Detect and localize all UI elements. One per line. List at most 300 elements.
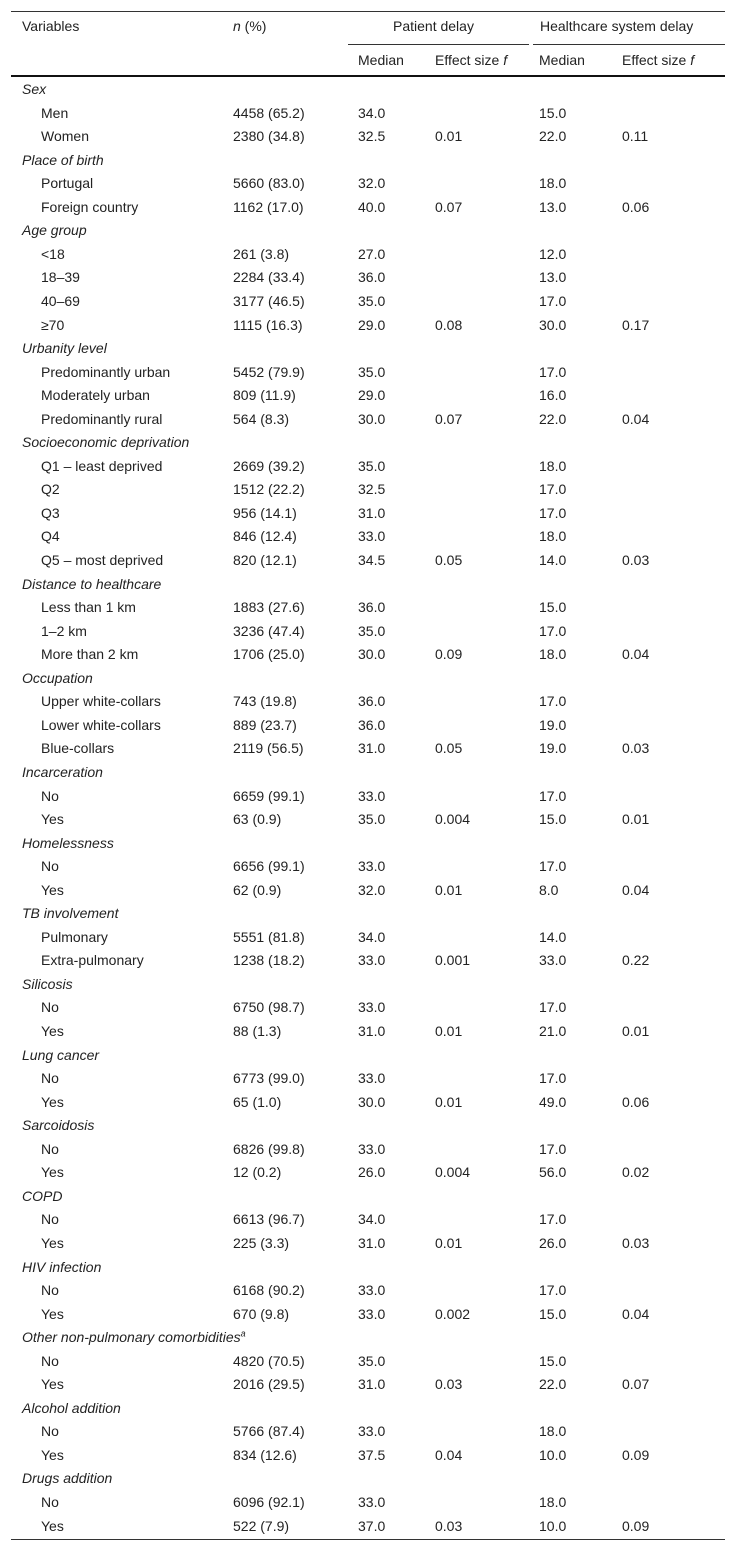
table-row (11, 949, 725, 972)
group-label-text: Silicosis (22, 975, 73, 992)
n-cell: 2284 (33.4) (233, 269, 305, 286)
hsd-median-cell: 17.0 (539, 999, 567, 1016)
table-row (11, 1420, 725, 1443)
pd-median-cell: 37.5 (358, 1446, 386, 1463)
hsd-median-cell: 14.0 (539, 552, 567, 568)
table-row (11, 643, 725, 666)
row-label: Yes (41, 1234, 64, 1251)
group-label-text: Urbanity level (22, 340, 107, 357)
pd-effect-cell: 0.03 (435, 1517, 463, 1534)
hsd-median-cell: 10.0 (539, 1517, 567, 1534)
row-label: Yes (41, 811, 64, 828)
table-row (11, 243, 725, 266)
group-label-text: TB involvement (22, 905, 119, 922)
n-cell: 889 (23.7) (233, 716, 297, 733)
pd-median-cell: 35.0 (358, 811, 386, 828)
n-cell: 743 (19.8) (233, 693, 297, 710)
pd-effect-cell: 0.05 (435, 740, 463, 757)
row-label: Men (41, 104, 69, 121)
row-label: 40–69 (41, 292, 80, 309)
hsd-median-cell: 18.0 (539, 528, 567, 545)
n-cell: 6656 (99.1) (233, 858, 305, 875)
group-header-row (11, 573, 725, 596)
row-label: Upper white-collars (41, 693, 161, 710)
group-label (22, 761, 103, 784)
group-label (22, 78, 46, 101)
hsd-median-cell: 10.0 (539, 1446, 567, 1463)
row-label: No (41, 1494, 59, 1510)
n-cell: 956 (14.1) (233, 504, 297, 521)
pd-effect-cell: 0.07 (435, 410, 463, 427)
pd-effect-cell: 0.001 (435, 952, 471, 969)
row-label: No (41, 1070, 59, 1087)
table-row (11, 172, 725, 195)
group-label (22, 1326, 246, 1349)
hsd-median-cell: 19.0 (539, 716, 567, 733)
hsd-median-cell: 8.0 (539, 881, 559, 898)
pd-median-cell: 33.0 (358, 858, 386, 875)
table-row (11, 1350, 725, 1373)
group-label-text: Sex (22, 81, 47, 97)
table-row (11, 1138, 725, 1161)
pd-median-cell: 30.0 (358, 410, 386, 427)
n-cell: 4458 (65.2) (233, 104, 305, 121)
row-label: 18–39 (41, 269, 80, 286)
group-header-row (11, 1397, 725, 1420)
pd-effect-cell: 0.004 (435, 1164, 471, 1181)
footnote-marker: a (240, 1328, 246, 1339)
header-pd-effect-size (435, 52, 507, 68)
group-header-row (11, 1044, 725, 1067)
table-row (11, 596, 725, 619)
n-cell: 6773 (99.0) (233, 1070, 305, 1087)
pd-median-cell: 35.0 (358, 622, 386, 639)
group-label-text: Sarcoidosis (22, 1117, 95, 1134)
pd-effect-cell: 0.09 (435, 646, 463, 663)
table-row (11, 1208, 725, 1231)
hsd-median-cell: 18.0 (539, 175, 567, 192)
n-cell: 2119 (56.5) (233, 740, 304, 757)
n-cell: 6613 (96.7) (233, 1211, 305, 1228)
group-label-text: Incarceration (22, 763, 103, 780)
row-label: Predominantly rural (41, 410, 163, 427)
pd-median-cell: 33.0 (358, 952, 386, 969)
n-cell: 4820 (70.5) (233, 1352, 305, 1369)
table-top-rule (11, 11, 725, 12)
table-row (11, 455, 725, 478)
pd-effect-cell: 0.03 (435, 1376, 463, 1393)
table-row (11, 1067, 725, 1090)
n-cell: 3177 (46.5) (233, 292, 305, 309)
row-label: Q3 (41, 504, 60, 521)
row-label: Yes (41, 881, 64, 898)
group-header-row (11, 1467, 725, 1490)
row-label: 1–2 km (41, 622, 87, 639)
table-row (11, 408, 725, 431)
table-row (11, 1373, 725, 1396)
hsd-median-cell: 19.0 (539, 740, 567, 757)
n-cell: 65 (1.0) (233, 1093, 282, 1110)
row-label: Yes (41, 1376, 64, 1393)
row-label: Yes (41, 1517, 64, 1534)
group-header-row (11, 337, 725, 360)
hsd-median-cell: 49.0 (539, 1093, 567, 1110)
row-label: Yes (41, 1305, 64, 1322)
hsd-median-cell: 22.0 (539, 128, 567, 145)
hsd-median-cell: 17.0 (539, 1211, 567, 1228)
header-bottom-rule (11, 75, 725, 77)
hsd-effect-cell: 0.17 (622, 316, 650, 333)
group-label (22, 149, 104, 172)
pd-median-cell: 36.0 (358, 716, 386, 733)
pd-median-cell: 35.0 (358, 1352, 386, 1369)
pd-median-cell: 33.0 (358, 787, 386, 804)
group-label-text: Distance to healthcare (22, 575, 162, 592)
hsd-effect-cell: 0.04 (622, 881, 650, 898)
pd-median-cell: 30.0 (358, 1093, 386, 1110)
hsd-median-cell: 15.0 (539, 104, 567, 121)
hsd-median-cell: 17.0 (539, 1282, 567, 1299)
hsd-median-cell: 13.0 (539, 269, 567, 286)
group-header-row (11, 1185, 725, 1208)
hsd-median-cell: 15.0 (539, 811, 567, 828)
pd-median-cell: 26.0 (358, 1164, 386, 1181)
n-cell: 834 (12.6) (233, 1446, 297, 1463)
pd-median-cell: 31.0 (358, 1023, 386, 1039)
pd-median-cell: 34.0 (358, 928, 386, 945)
n-cell: 225 (3.3) (233, 1234, 290, 1251)
header-n-percent (233, 18, 266, 34)
table-row (11, 714, 725, 737)
hsd-median-cell: 18.0 (539, 1423, 567, 1440)
group-label (22, 1114, 94, 1137)
row-label: No (41, 1423, 59, 1440)
pd-median-cell: 35.0 (358, 292, 386, 309)
row-label: Extra-pulmonary (41, 952, 144, 969)
group-header-row (11, 1114, 725, 1137)
pd-median-cell: 34.0 (358, 104, 386, 121)
group-header-row (11, 1326, 725, 1349)
group-header-row (11, 902, 725, 925)
table-row (11, 620, 725, 643)
table-row (11, 314, 725, 337)
row-label: Blue-collars (41, 740, 115, 757)
n-cell: 6096 (92.1) (233, 1494, 305, 1510)
hsd-median-cell: 16.0 (539, 387, 567, 404)
table-row (11, 1303, 725, 1326)
row-label: Moderately urban (41, 387, 150, 404)
header-hsd-median: Median (539, 52, 585, 68)
hsd-effect-cell: 0.09 (622, 1446, 650, 1463)
table-row (11, 125, 725, 148)
header-n-suffix: (%) (240, 18, 267, 34)
n-cell: 1706 (25.0) (233, 646, 305, 663)
group-header-row (11, 219, 725, 242)
pd-median-cell: 27.0 (358, 245, 386, 262)
row-label: Yes (41, 1164, 64, 1181)
n-cell: 820 (12.1) (233, 552, 297, 568)
hsd-median-cell: 17.0 (539, 363, 567, 380)
hsd-effect-cell: 0.07 (622, 1376, 650, 1393)
row-label: More than 2 km (41, 646, 139, 663)
row-label: <18 (41, 245, 65, 262)
group-label-text: Drugs addition (22, 1470, 113, 1487)
hsd-effect-cell: 0.04 (622, 646, 650, 663)
table-row (11, 879, 725, 902)
table-row (11, 290, 725, 313)
group-label-text: Other non-pulmonary comorbidities (22, 1329, 241, 1346)
table-bottom-rule (11, 1539, 725, 1540)
n-cell: 670 (9.8) (233, 1305, 290, 1322)
table-row (11, 785, 725, 808)
table-row (11, 996, 725, 1019)
hsd-effect-cell: 0.06 (622, 1093, 650, 1110)
n-cell: 1512 (22.2) (233, 481, 305, 498)
n-cell: 3236 (47.4) (233, 622, 305, 639)
pd-effect-cell: 0.01 (435, 1234, 463, 1251)
hsd-effect-cell: 0.06 (622, 198, 650, 215)
group-label (22, 1044, 99, 1067)
group-header-row (11, 431, 725, 454)
group-label-text: Place of birth (22, 151, 104, 168)
group-label-text: Alcohol addition (22, 1399, 121, 1416)
row-label: No (41, 1282, 59, 1299)
table-row (11, 737, 725, 760)
pd-effect-cell: 0.07 (435, 198, 463, 215)
pd-median-cell: 36.0 (358, 693, 386, 710)
table-row (11, 1232, 725, 1255)
table-row (11, 1515, 725, 1538)
table-row (11, 502, 725, 525)
pd-median-cell: 33.0 (358, 1070, 386, 1087)
hsd-median-cell: 56.0 (539, 1164, 567, 1181)
group-label-text: COPD (22, 1187, 63, 1204)
pd-median-cell: 33.0 (358, 1140, 386, 1157)
group-header-row (11, 973, 725, 996)
patient-delay-underline (348, 44, 529, 45)
n-cell: 1115 (16.3) (233, 316, 303, 333)
hsd-median-cell: 17.0 (539, 858, 567, 875)
table-row (11, 1161, 725, 1184)
hsd-effect-cell: 0.04 (622, 410, 650, 427)
hsd-median-cell: 17.0 (539, 622, 567, 639)
row-label: Q4 (41, 528, 60, 545)
hsd-effect-cell: 0.03 (622, 1234, 650, 1251)
group-label (22, 1256, 101, 1279)
n-cell: 5766 (87.4) (233, 1423, 305, 1440)
table-row (11, 361, 725, 384)
header-variables: Variables (22, 18, 80, 34)
row-label: Yes (41, 1093, 64, 1110)
hsd-median-cell: 18.0 (539, 646, 567, 663)
pd-effect-cell: 0.08 (435, 316, 463, 333)
header-pd-effect-f: f (503, 52, 508, 68)
n-cell: 12 (0.2) (233, 1164, 282, 1181)
pd-median-cell: 35.0 (358, 363, 386, 380)
group-label-text: Occupation (22, 669, 93, 686)
group-label (22, 337, 107, 360)
table-row (11, 855, 725, 878)
header-healthcare-system-delay: Healthcare system delay (540, 18, 694, 34)
hsd-median-cell: 15.0 (539, 1352, 567, 1369)
row-label: Foreign country (41, 198, 139, 215)
pd-median-cell: 31.0 (358, 504, 386, 521)
table-row (11, 1279, 725, 1302)
hsd-median-cell: 15.0 (539, 1305, 567, 1322)
group-label (22, 832, 114, 855)
n-cell: 564 (8.3) (233, 410, 290, 427)
table-row (11, 102, 725, 125)
group-header-row (11, 149, 725, 172)
pd-median-cell: 29.0 (358, 387, 386, 404)
row-label: Yes (41, 1446, 64, 1463)
hsd-median-cell: 12.0 (539, 245, 567, 262)
hsd-underline (533, 44, 725, 45)
hsd-effect-cell: 0.09 (622, 1517, 650, 1534)
pd-median-cell: 37.0 (358, 1517, 386, 1534)
header-hsd-effect-f: f (690, 52, 695, 68)
hsd-effect-cell: 0.11 (622, 128, 649, 145)
n-cell: 1162 (17.0) (233, 198, 304, 215)
table-row (11, 690, 725, 713)
pd-median-cell: 31.0 (358, 1234, 386, 1251)
n-cell: 1883 (27.6) (233, 599, 305, 616)
pd-effect-cell: 0.05 (435, 552, 463, 568)
pd-median-cell: 32.5 (358, 481, 386, 498)
header-n-label: n (233, 18, 241, 34)
hsd-median-cell: 13.0 (539, 198, 567, 215)
hsd-effect-cell: 0.01 (622, 811, 650, 828)
group-label-text: Homelessness (22, 834, 114, 851)
row-label: Less than 1 km (41, 599, 136, 616)
table-row (11, 1091, 725, 1114)
pd-median-cell: 33.0 (358, 1494, 386, 1510)
n-cell: 6826 (99.8) (233, 1140, 305, 1157)
table-row (11, 478, 725, 501)
group-header-row (11, 832, 725, 855)
row-label: Lower white-collars (41, 716, 161, 733)
group-header-row (11, 1256, 725, 1279)
pd-median-cell: 30.0 (358, 646, 386, 663)
hsd-effect-cell: 0.01 (622, 1023, 650, 1039)
pd-median-cell: 35.0 (358, 457, 386, 474)
row-label: Q5 – most deprived (41, 552, 164, 568)
row-label: No (41, 1211, 59, 1228)
pd-median-cell: 36.0 (358, 599, 386, 616)
hsd-median-cell: 17.0 (539, 693, 567, 710)
group-label-text: Lung cancer (22, 1046, 100, 1063)
pd-median-cell: 31.0 (358, 740, 386, 757)
hsd-median-cell: 18.0 (539, 457, 567, 474)
header-patient-delay: Patient delay (393, 18, 474, 34)
pd-effect-cell: 0.01 (435, 1093, 463, 1110)
table-row (11, 384, 725, 407)
group-label-text: Socioeconomic deprivation (22, 434, 190, 451)
table-row (11, 196, 725, 219)
table-row (11, 1491, 725, 1514)
hsd-median-cell: 30.0 (539, 316, 567, 333)
n-cell: 2380 (34.8) (233, 128, 305, 145)
row-label: Predominantly urban (41, 363, 171, 380)
row-label: Portugal (41, 175, 94, 192)
hsd-median-cell: 17.0 (539, 1140, 567, 1157)
n-cell: 5660 (83.0) (233, 175, 305, 192)
n-cell: 88 (1.3) (233, 1023, 282, 1039)
header-hsd-effect-size (622, 52, 694, 68)
table-row (11, 549, 725, 572)
pd-median-cell: 32.0 (358, 175, 386, 192)
n-cell: 5551 (81.8) (233, 928, 305, 945)
hsd-median-cell: 22.0 (539, 410, 567, 427)
n-cell: 62 (0.9) (233, 881, 282, 898)
group-label (22, 573, 161, 596)
group-label (22, 1397, 121, 1420)
pd-effect-cell: 0.01 (435, 1023, 463, 1039)
row-label: Pulmonary (41, 928, 108, 945)
n-cell: 1238 (18.2) (233, 952, 305, 969)
n-cell: 5452 (79.9) (233, 363, 305, 380)
row-label: No (41, 999, 59, 1016)
group-header-row (11, 667, 725, 690)
hsd-median-cell: 17.0 (539, 1070, 567, 1087)
pd-median-cell: 33.0 (358, 1282, 386, 1299)
pd-median-cell: 40.0 (358, 198, 386, 215)
hsd-median-cell: 26.0 (539, 1234, 567, 1251)
group-label (22, 1467, 112, 1490)
group-label (22, 973, 73, 996)
n-cell: 261 (3.8) (233, 245, 290, 262)
pd-effect-cell: 0.01 (435, 128, 463, 145)
n-cell: 2016 (29.5) (233, 1376, 305, 1393)
hsd-effect-cell: 0.04 (622, 1305, 650, 1322)
pd-median-cell: 33.0 (358, 999, 386, 1016)
pd-median-cell: 36.0 (358, 269, 386, 286)
pd-median-cell: 32.0 (358, 881, 386, 898)
row-label: No (41, 1352, 59, 1369)
table-row (11, 926, 725, 949)
row-label: Q1 – least deprived (41, 457, 163, 474)
row-label: ≥70 (41, 316, 65, 333)
pd-median-cell: 29.0 (358, 316, 386, 333)
group-label-text: HIV infection (22, 1258, 102, 1275)
n-cell: 2669 (39.2) (233, 457, 305, 474)
table-row (11, 1444, 725, 1467)
row-label: Women (41, 128, 89, 145)
n-cell: 809 (11.9) (233, 387, 296, 404)
n-cell: 6168 (90.2) (233, 1282, 305, 1299)
hsd-median-cell: 18.0 (539, 1494, 567, 1510)
pd-effect-cell: 0.01 (435, 881, 463, 898)
hsd-median-cell: 14.0 (539, 928, 567, 945)
n-cell: 6750 (98.7) (233, 999, 305, 1016)
pd-median-cell: 33.0 (358, 1423, 386, 1440)
pd-median-cell: 33.0 (358, 1305, 386, 1322)
row-label: No (41, 787, 59, 804)
table-row (11, 525, 725, 548)
hsd-median-cell: 15.0 (539, 599, 567, 616)
group-header-row (11, 761, 725, 784)
row-label: No (41, 1140, 59, 1157)
header-pd-median: Median (358, 52, 404, 68)
row-label: Yes (41, 1023, 64, 1039)
pd-effect-cell: 0.004 (435, 811, 471, 828)
hsd-effect-cell: 0.03 (622, 552, 650, 568)
group-label (22, 431, 189, 454)
group-label (22, 1185, 62, 1208)
hsd-median-cell: 22.0 (539, 1376, 567, 1393)
table-row (11, 266, 725, 289)
hsd-median-cell: 33.0 (539, 952, 567, 969)
